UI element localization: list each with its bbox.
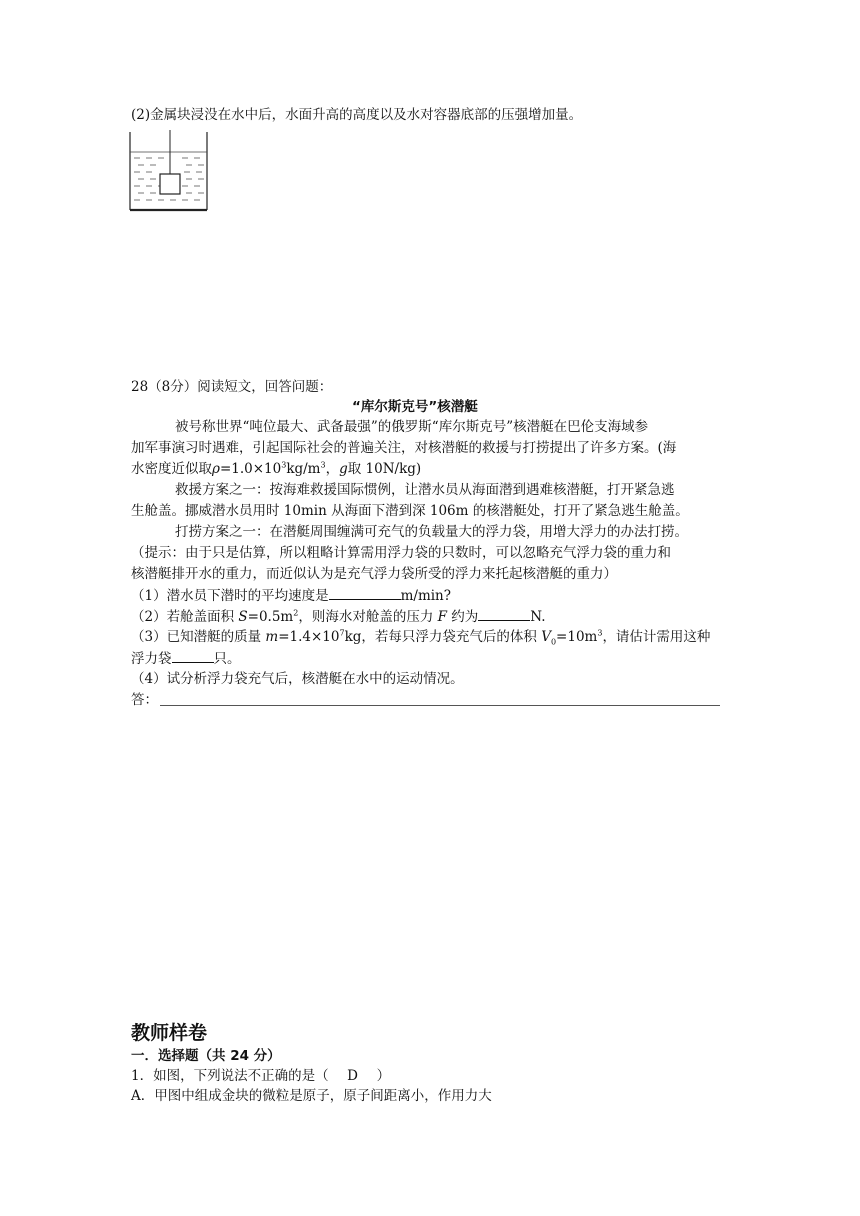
container-with-metal-block-figure — [128, 130, 210, 214]
q28-sub3-line2: 浮力袋 只。 — [131, 651, 241, 667]
q28-sub3-line1: （3）已知潜艇的质量 $m=1.4\times 10^7kg$，若每只浮力袋充气后的体积 $V_0=10m^3$，请估计需用这种 — [131, 628, 711, 647]
q28-sub4: （4）试分析浮力袋充气后，核潜艇在水中的运动情况。 — [131, 671, 464, 687]
q28-answer-line[interactable] — [160, 705, 720, 706]
q28-sub3-blank[interactable] — [172, 649, 214, 663]
section-heading-choice: 一．选择题（共 24 分） — [131, 1048, 281, 1064]
q28-p1-line1: 被号称世界“吨位最大、武备最强”的俄罗斯“库尔斯克号”核潜艇在巴伦支海域参 — [175, 419, 649, 435]
teacher-sample-title: 教师样卷 — [131, 1022, 208, 1044]
metal-block — [160, 174, 180, 194]
q28-answer-label: 答： — [131, 692, 158, 708]
q28-sub1: （1）潜水员下潜时的平均速度是 m/min? — [131, 588, 451, 604]
q28-p1-line3: 水密度近似取$\rho=1.0\times 10^3kg/m^3$，g取 10N/kg) — [131, 460, 422, 477]
q28-p2-line1: 救援方案之一：按海难救援国际惯例，让潜水员从海面潜到遇难核潜艇，打开紧急逃 — [175, 482, 675, 498]
q28-sub1-blank[interactable] — [329, 586, 401, 600]
teacher-q1-answer: D — [347, 1068, 358, 1084]
q27-part2-text: (2)金属块浸没在水中后，水面升高的高度以及水对容器底部的压强增加量。 — [131, 107, 583, 123]
q28-p3-line3: 核潜艇排开水的重力，而近似认为是充气浮力袋所受的浮力来托起核潜艇的重力） — [131, 566, 617, 582]
q28-sub2-blank[interactable] — [478, 607, 530, 621]
q28-header: 28（8分）阅读短文，回答问题： — [131, 379, 333, 395]
teacher-q1-option-a: A．甲图中组成金块的微粒是原子，原子间距离小，作用力大 — [131, 1088, 492, 1104]
q28-p3-line1: 打捞方案之一：在潜艇周围缠满可充气的负载量大的浮力袋，用增大浮力的办法打捞。 — [175, 524, 688, 540]
q28-p2-line2: 生舱盖。挪威潜水员用时 10min 从海面下潜到深 106m 的核潜艇处，打开了紧急逃生舱盖。 — [131, 503, 689, 519]
q28-p1-line2: 加军事演习时遇难，引起国际社会的普遍关注，对核潜艇的救援与打捞提出了许多方案。(海 — [131, 440, 677, 456]
q28-sub2: （2）若舱盖面积 $S=0.5m^2$，则海水对舱盖的压力 F 约为 N. — [131, 608, 546, 625]
teacher-q1: 1．如图，下列说法不正确的是（ D ） — [131, 1068, 391, 1084]
q28-p3-line2: （提示：由于只是估算，所以粗略计算需用浮力袋的只数时，可以忽略充气浮力袋的重力和 — [131, 545, 671, 561]
q28-title: “库尔斯克号”核潜艇 — [352, 399, 478, 415]
